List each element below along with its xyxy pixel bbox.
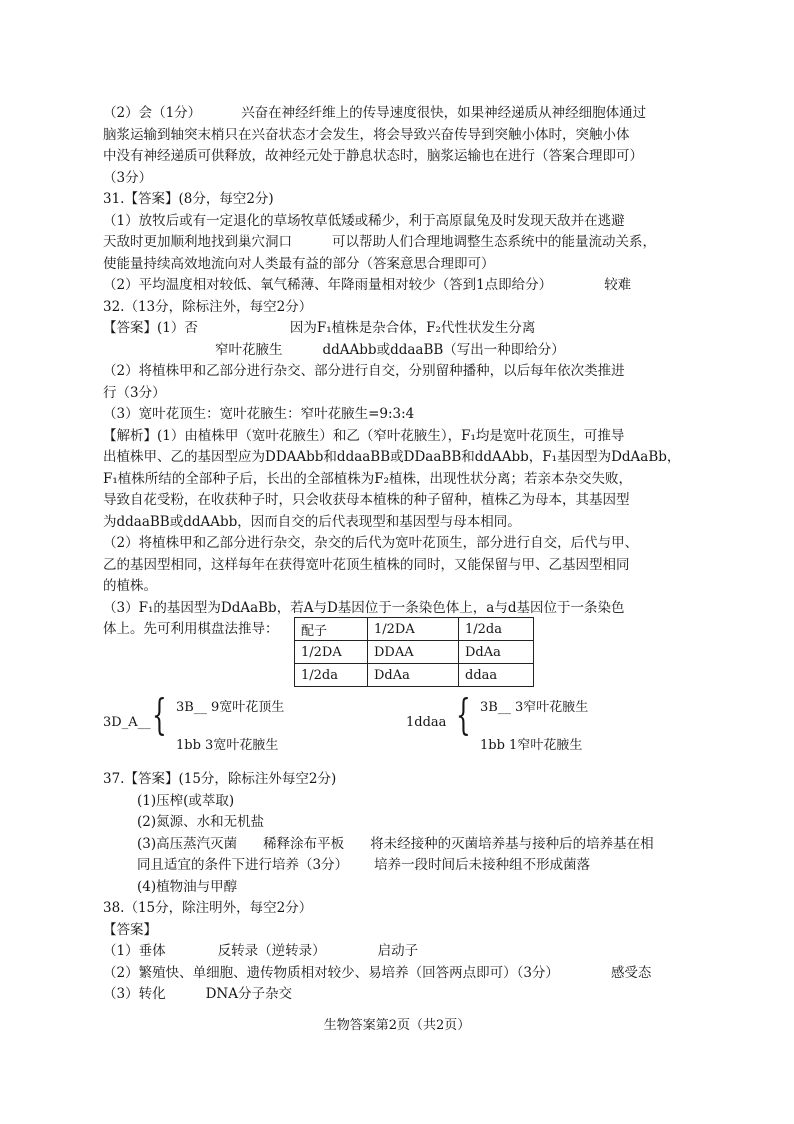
table-row <box>295 641 534 664</box>
table-cell: 配子 <box>295 618 368 641</box>
left-brace-icon: { <box>456 690 471 739</box>
text-line: 行（3分） <box>103 384 166 401</box>
text-line: 脑浆运输到轴突末梢只在兴奋状态才会发生，将会导致兴奋传导到突触小体时，突触小体 <box>103 126 630 143</box>
text-line: (2)氮源、水和无机盐 <box>137 814 265 830</box>
tree-right-root: 1ddaa <box>406 715 447 730</box>
text-line: 窄叶花腋生 ddAAbb或ddaaBB（写出一种即给分） <box>215 341 565 358</box>
text-line: 【答案】 <box>103 921 157 938</box>
text-line: （3）转化 DNA分子杂交 <box>103 986 292 1002</box>
analysis-line: （3）F₁的基因型为DdAaBb，若A与D基因位于一条染色体上，a与d基因位于一条染色 <box>103 599 625 616</box>
table-cell: DDAA <box>368 641 459 664</box>
table-cell: ddaa <box>459 664 534 687</box>
punnett-square-table <box>294 617 534 687</box>
text-line: （2）繁殖快、单细胞、遗传物质相对较少、易培养（回答两点即可）（3分） 感受态 <box>103 964 652 981</box>
table-cell: 1/2DA <box>368 618 459 641</box>
question-38-heading: 38.（15分，除注明外，每空2分） <box>103 900 313 916</box>
text-line: (4)植物油与甲醇 <box>137 878 238 895</box>
table-cell: 1/2da <box>295 664 368 687</box>
tree-right-top: 3B__ 3窄叶花腋生 <box>480 700 589 715</box>
analysis-line: F₁植株所结的全部种子后，长出的全部植株为F₂植株，出现性状分离；若亲本杂交失败， <box>103 470 633 487</box>
text-line: （1）放牧后或有一定退化的草场牧草低矮或稀少，利于高原鼠兔及时发现天敌并在逃避 <box>103 212 625 229</box>
question-32-heading: 32.（13分，除标注外，每空2分） <box>103 298 313 315</box>
text-line: 同且适宜的条件下进行培养（3分） 培养一段时间后未接种组不形成菌落 <box>137 857 591 873</box>
text-line: （3分） <box>103 169 153 186</box>
table-cell: DdAa <box>459 641 534 664</box>
answer-text-block-top <box>103 103 703 641</box>
tree-left-top: 3B__ 9宽叶花顶生 <box>176 700 285 715</box>
analysis-line: 出植株甲、乙的基因型应为DDAAbb和ddaaBB或DDaaBB和ddAAbb，F₁基因型为DdAaBb， <box>103 449 681 465</box>
text-line: 使能量持续高效地流向对人类最有益的部分（答案意思合理即可） <box>103 255 495 272</box>
table-cell: 1/2DA <box>295 641 368 664</box>
analysis-line: 乙的基因型相同，这样每年在获得宽叶花顶生植株的同时，又能保留与甲、乙基因型相同 <box>103 556 630 573</box>
question-31-heading: 31.【答案】(8分，每空2分) <box>103 191 274 207</box>
text-line: （3）宽叶花顶生：宽叶花腋生：窄叶花腋生=9:3:4 <box>103 406 415 422</box>
answer-text-block-bottom <box>103 769 723 1006</box>
analysis-line: 体上。先可利用棋盘法推导： <box>103 621 279 637</box>
text-line: （1）垂体 反转录（逆转录） 启动子 <box>103 943 419 959</box>
table-cell: DdAa <box>368 664 459 687</box>
text-line: （2）会（1分） 兴奋在神经纤维上的传导速度很快，如果神经递质从神经细胞体通过 <box>103 105 647 121</box>
tree-left-root: 3D_A__ <box>103 715 151 730</box>
text-line: （2）平均温度相对较低、氧气稀薄、年降雨量相对较少（答到1点即给分） 较难 <box>103 277 632 293</box>
analysis-line: 【解析】(1）由植株甲（宽叶花腋生）和乙（窄叶花腋生），F₁均是宽叶花顶生，可推导 <box>103 427 625 444</box>
table-row <box>295 664 534 687</box>
analysis-line: 的植株。 <box>103 578 157 594</box>
tree-right-bottom: 1bb 1窄叶花腋生 <box>480 738 583 753</box>
page-footer: 生物答案第2页（共2页） <box>323 1018 471 1033</box>
text-line: （2）将植株甲和乙部分进行杂交、部分进行自交，分别留种播种，以后每年依次类推进 <box>103 363 625 379</box>
text-line: (1)压榨(或萃取) <box>137 792 235 809</box>
tree-left-bottom: 1bb 3宽叶花腋生 <box>176 738 279 753</box>
analysis-line: 为ddaaBB或ddAAbb，因而自交的后代表现型和基因型与母本相同。 <box>103 513 521 530</box>
text-line: 【答案】(1）否 因为F₁植株是杂合体，F₂代性状发生分离 <box>103 320 536 336</box>
question-37-heading: 37.【答案】(15分，除标注外每空2分) <box>103 771 337 787</box>
text-line: 天敌时更加顺利地找到巢穴洞口 可以帮助人们合理地调整生态系统中的能量流动关系， <box>103 234 656 250</box>
text-line: 中没有神经递质可供释放，故神经元处于静息状态时，脑浆运输也在进行（答案合理即可） <box>103 148 643 164</box>
table-cell: 1/2da <box>459 618 534 641</box>
text-line: (3)高压蒸汽灭菌 稀释涂布平板 将未经接种的灭菌培养基与接种后的培养基在相 <box>137 835 654 852</box>
table-row <box>295 618 534 641</box>
analysis-line: 导致自花受粉，在收获种子时，只会收获母本植株的种子留种，植株乙为母本，其基因型 <box>103 492 630 508</box>
left-brace-icon: { <box>152 690 167 739</box>
analysis-line: （2）将植株甲和乙部分进行杂交，杂交的后代为宽叶花顶生，部分进行自交，后代与甲、 <box>103 535 639 551</box>
